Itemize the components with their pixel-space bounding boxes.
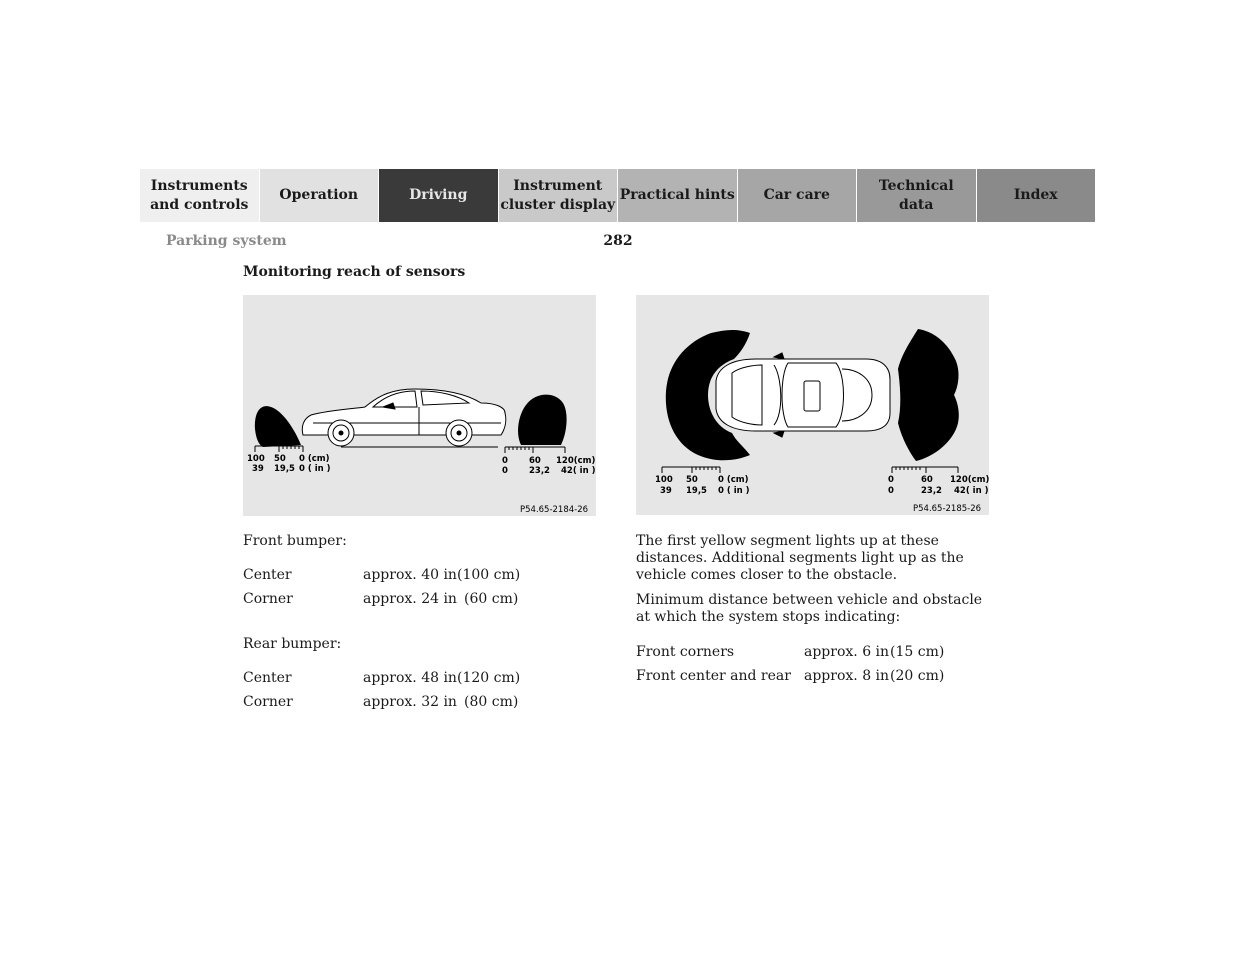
tab-technical-data[interactable]: Technical data <box>856 169 976 222</box>
scale-tick-label: 0 <box>888 486 894 496</box>
scale-tick-label: 0 ( in ) <box>718 486 750 496</box>
tab-index[interactable]: Index <box>976 169 1096 222</box>
tab-practical-hints[interactable]: Practical hints <box>617 169 737 222</box>
scale-tick-label: 23,2 <box>921 486 942 496</box>
scale-tick-label: 0 ( in ) <box>299 464 331 474</box>
scale-tick-label: 60 <box>921 475 933 485</box>
scale-tick-label: 120(cm) <box>556 456 596 466</box>
front-sensor-zone <box>255 406 301 447</box>
figure-top-view <box>636 295 989 515</box>
scale-tick-label: 19,5 <box>274 464 295 474</box>
scale-tick-label: 0 <box>502 456 508 466</box>
tab-operation[interactable]: Operation <box>259 169 379 222</box>
figure-code: P54.65-2185-26 <box>913 504 982 514</box>
figure-side-view <box>243 295 596 516</box>
front-bumper-label: Front bumper: <box>243 533 347 549</box>
rear-sensor-zone <box>898 329 959 461</box>
chapter-nav <box>140 169 1095 222</box>
rear-bumper-label: Rear bumper: <box>243 636 342 652</box>
tab-instruments-and-controls[interactable]: Instruments and controls <box>140 169 259 222</box>
scale-tick-label: 50 <box>686 475 698 485</box>
scale-tick-label: 39 <box>252 464 264 474</box>
scale-tick-label: 0 <box>502 466 508 476</box>
scale-tick-label: 50 <box>274 454 286 464</box>
scale-tick-label: 100 <box>247 454 265 464</box>
scale-tick-label: 100 <box>655 475 673 485</box>
tab-car-care[interactable]: Car care <box>737 169 857 222</box>
section-title: Parking system <box>166 233 287 249</box>
scale-tick-label: 0 (cm) <box>718 475 749 485</box>
figure-code: P54.65-2184-26 <box>520 505 589 515</box>
tab-driving[interactable]: Driving <box>378 169 498 222</box>
page-heading: Monitoring reach of sensors <box>243 264 466 280</box>
info-paragraph-2: Minimum distance between vehicle and obstacle at which the system stops indicating: <box>636 592 983 625</box>
car-side-icon <box>302 389 506 446</box>
car-top-icon <box>716 353 890 437</box>
scale-tick-label: 0 <box>888 475 894 485</box>
rear-sensor-zone <box>518 395 567 445</box>
scale-tick-label: 42( in ) <box>561 466 596 476</box>
scale-tick-label: 42( in ) <box>954 486 989 496</box>
scale-tick-label: 19,5 <box>686 486 707 496</box>
page-number: 282 <box>603 233 633 249</box>
info-paragraph-1: The first yellow segment lights up at these distances. Additional segments light up as the vehicle comes closer to the obstacle. <box>636 533 964 583</box>
scale-tick-label: 0 (cm) <box>299 454 330 464</box>
scale-tick-label: 23,2 <box>529 466 550 476</box>
scale-tick-label: 60 <box>529 456 541 466</box>
scale-tick-label: 120(cm) <box>950 475 989 485</box>
scale-tick-label: 39 <box>660 486 672 496</box>
tab-instrument-cluster-display[interactable]: Instrument cluster display <box>498 169 618 222</box>
